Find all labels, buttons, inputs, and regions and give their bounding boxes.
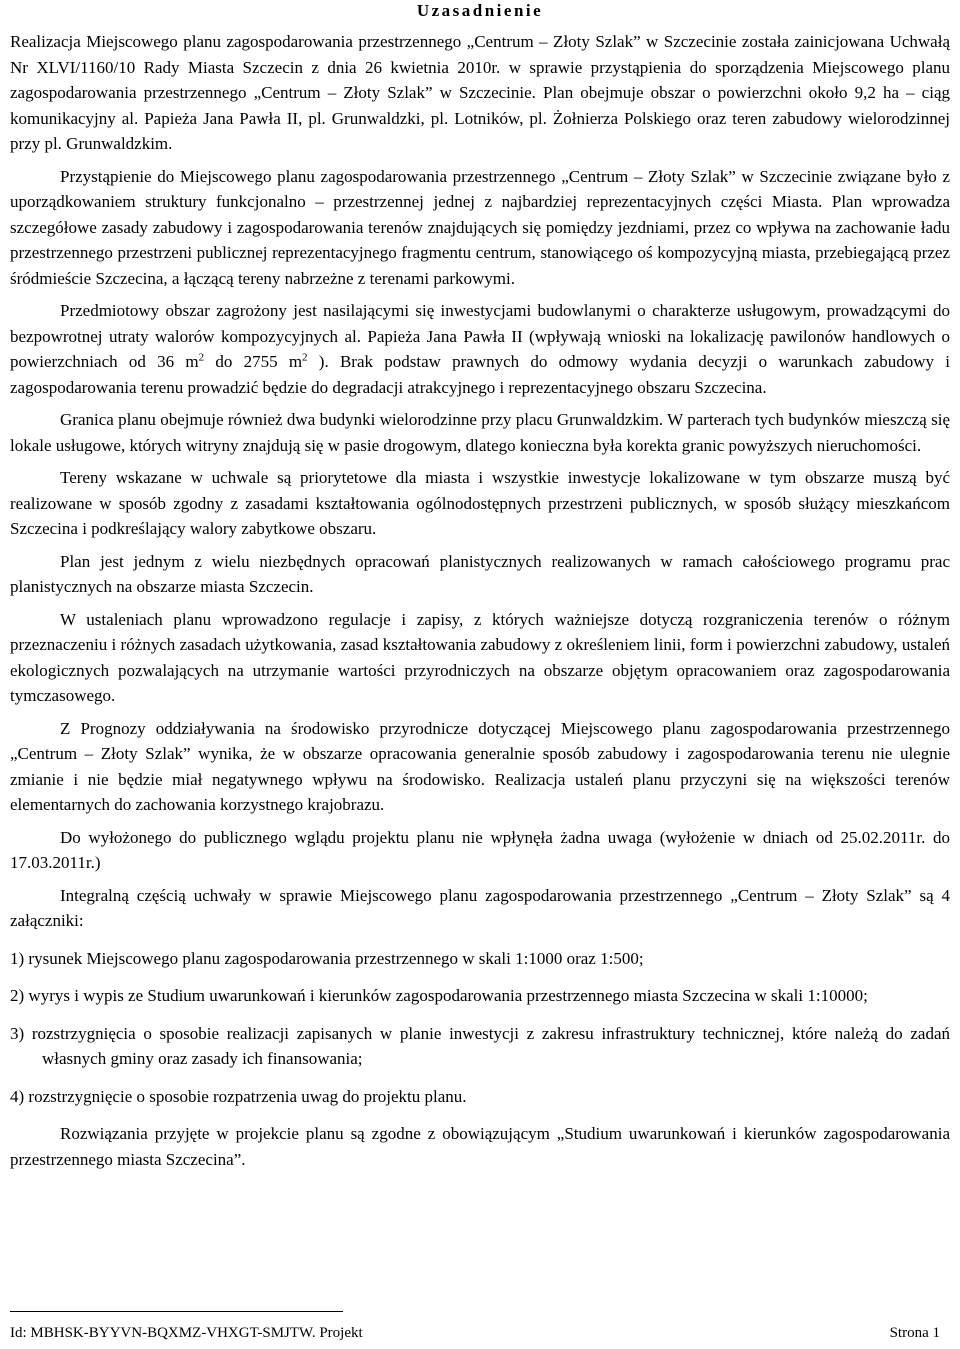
document-page — [10, 0, 950, 1179]
paragraph-purpose: Przystąpienie do Miejscowego planu zagospodarowania przestrzennego „Centrum – Złoty Szlak” w Szczecinie związane było z uporządkowaniem struktury funkcjonalno – przestrzennej jednej z najbardziej reprezentacyjnych części Miasta. Plan wprowadza szczegółowe zasady zabudowy i zagospodarowania terenów znajdujących się pomiędzy jezdniami, przez co wpływa na zachowanie ładu przestrzennego przestrzeni publicznej reprezentacyjnego fragmentu centrum, stanowiącego oś kompozycyjną miasta, przebiegającą przez śródmieście Szczecina, a łączącą tereny nabrzeżne z terenami parkowymi. — [10, 166, 950, 288]
paragraph-threat-before: Przedmiotowy obszar zagrożony jest nasilającymi się inwestycjami budowlanymi o charakterze usługowym, prowadzącymi do bezpowrotnej utraty walorów kompozycyjnych al. Papieża Jana Pawła II (wpływają wnioski na lokalizację pawilonów handlowych o powierzchniach od 36 m — [10, 301, 950, 371]
paragraph-program: Plan jest jednym z wielu niezbędnych opracowań planistycznych realizowanych w ramach całościowego programu prac planistycznych na obszarze miasta Szczecin. — [10, 551, 950, 596]
list-item: 4) rozstrzygnięcie o sposobie rozpatrzenia uwag do projektu planu. — [10, 1086, 467, 1106]
paragraph-intro: Realizacja Miejscowego planu zagospodarowania przestrzennego „Centrum – Złoty Szlak” w Szczecinie została zainicjowana Uchwałą Nr XLVI/1160/10 Rady Miasta Szczecin z dnia 26 kwietnia 2010r. w sprawie przystąpienia do sporządzenia Miejscowego planu zagospodarowania przestrzennego „Centrum – Złoty Szlak” w Szczecinie. Plan obejmuje obszar o powierzchni około 9,2 ha – ciąg komunikacyjny al. Papieża Jana Pawła II, pl. Grunwaldzki, pl. Lotników, pl. Żołnierza Polskiego oraz teren zabudowy wielorodzinnej przy pl. Grunwaldzkim. — [10, 32, 950, 153]
paragraph-priority: Tereny wskazane w uchwale są priorytetowe dla miasta i wszystkie inwestycje lokalizowane w tym obszarze muszą być realizowane w sposób zgodny z zasadami kształtowania ogólnodostępnych przestrzeni publicznych, w sposób służący mieszkańcom Szczecina i podkreślający walory zabytkowe obszaru. — [10, 468, 950, 538]
list-item: 3) rozstrzygnięcia o sposobie realizacji zapisanych w planie inwestycji z zakresu infrastruktury technicznej, które należą do zadań własnych gminy oraz zasady ich finansowania; — [10, 1023, 950, 1068]
superscript-2: 2 — [302, 351, 308, 364]
paragraph-threat-after: ). Brak podstaw prawnych do odmowy wydania decyzji o warunkach zabudowy i zagospodarowania terenu prowadzić będzie do degradacji atrakcyjnego i reprezentacyjnego obszaru Szczecina. — [10, 352, 950, 397]
page-number: Strona 1 — [889, 1325, 940, 1341]
paragraph-threat-middle: do 2755 m — [204, 352, 303, 371]
paragraph-threat — [10, 298, 950, 400]
document-id: Id: MBHSK-BYYVN-BQXMZ-VHXGT-SMJTW. Projekt — [10, 1325, 363, 1341]
paragraph-boundary: Granica planu obejmuje również dwa budynki wielorodzinne przy placu Grunwaldzkim. W parterach tych budynków mieszczą się lokale usługowe, których witryny znajdują się w pasie drogowym, dlatego konieczna była korekta granic powyższych nieruchomości. — [10, 410, 950, 455]
paragraph-remarks: Do wyłożonego do publicznego wglądu projektu planu nie wpłynęła żadna uwaga (wyłożenie w dniach od 25.02.2011r. do 17.03.2011r.) — [10, 827, 950, 872]
document-heading: Uzasadnienie — [416, 1, 544, 20]
list-item: 2) wyrys i wypis ze Studium uwarunkowań i kierunków zagospodarowania przestrzennego miasta Szczecina w skali 1:10000; — [10, 986, 868, 1005]
footer-divider — [10, 1311, 343, 1312]
paragraph-closing: Rozwiązania przyjęte w projekcie planu są zgodne z obowiązującym „Studium uwarunkowań i kierunków zagospodarowania przestrzennego miasta Szczecina”. — [10, 1124, 950, 1169]
list-item: 1) rysunek Miejscowego planu zagospodarowania przestrzennego w skali 1:1000 oraz 1:500; — [10, 948, 644, 968]
paragraph-regulations: W ustaleniach planu wprowadzono regulacje i zapisy, z których ważniejsze dotyczą rozgraniczenia terenów o różnym przeznaczeniu i różnych zasadach użytkowania, zasad kształtowania zabudowy z określeniem linii, form i powierzchni zabudowy, ustaleń ekologicznych pozwalających na utrzymanie wartości przyrodniczych na obszarze objętym opracowaniem oraz zagospodarowania tymczasowego. — [10, 609, 950, 705]
superscript-2: 2 — [198, 351, 205, 364]
attachments-list — [10, 946, 950, 1110]
paragraph-attachments-intro: Integralną częścią uchwały w sprawie Miejscowego planu zagospodarowania przestrzennego „Centrum – Złoty Szlak” są 4 załączniki: — [10, 885, 950, 930]
paragraph-forecast: Z Prognozy oddziaływania na środowisko przyrodnicze dotyczącej Miejscowego planu zagospodarowania przestrzennego „Centrum – Złoty Szlak” wynika, że w obszarze opracowania generalnie sposób zabudowy i zagospodarowania terenu nie ulegnie zmianie i nie będzie miał negatywnego wpływu na środowisko. Realizacja ustaleń planu przyczyni się na większości terenów elementarnych do zachowania korzystnego krajobrazu. — [10, 718, 950, 814]
page-footer — [10, 1323, 940, 1343]
